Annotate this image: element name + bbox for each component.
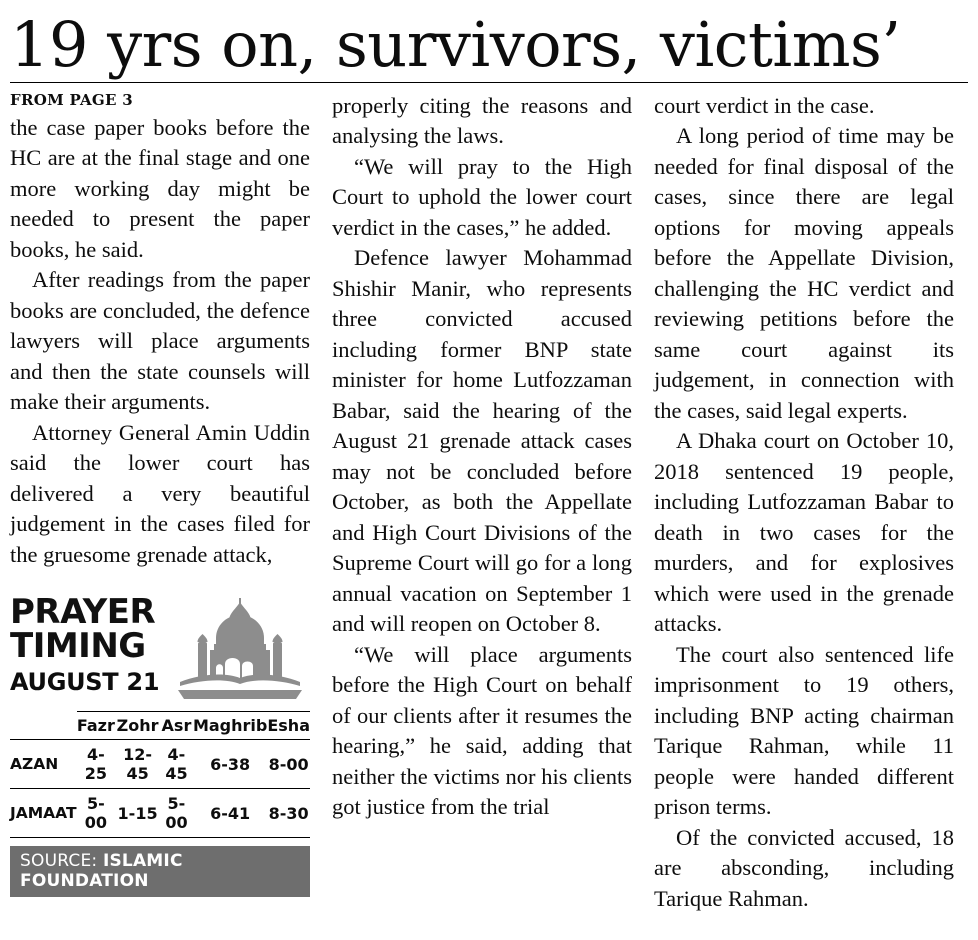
paragraph: After readings from the paper books are concluded, the defence lawyers will place arguments and then the state counsels will make their arguments.	[10, 267, 310, 415]
jamaat-esha: 8-30	[267, 789, 310, 838]
azan-fazr: 4-25	[77, 740, 116, 789]
paragraph: Defence lawyer Mohammad Shishir Manir, who represents three convicted accused including former BNP state minister for home Lutfozzaman Babar, said the hearing of the August 21 grenade attack cases may not be concluded before October, as both the Appellate and High Court Divisions of the Supreme Court will go for a long annual vacation on September 1 and will reopen on October 8.	[332, 245, 632, 637]
azan-maghrib: 6-38	[193, 740, 267, 789]
article-columns	[10, 91, 968, 914]
column-header-zohr: Zohr	[115, 712, 160, 740]
page-title: 19 yrs on, survivors, victims’	[10, 8, 901, 81]
column-header-esha: Esha	[267, 712, 310, 740]
mosque-icon	[170, 598, 310, 703]
source-bar	[10, 846, 310, 897]
paragraph: Of the convicted accused, 18 are absconding, including Tarique Rahman.	[654, 824, 954, 911]
prayer-title-block	[10, 592, 160, 697]
jamaat-maghrib: 6-41	[193, 789, 267, 838]
column-header-blank	[10, 712, 77, 740]
azan-asr: 4-45	[160, 740, 193, 789]
azan-esha: 8-00	[267, 740, 310, 789]
prayer-table-head	[10, 712, 310, 740]
prayer-title-line-1: PRAYER	[10, 592, 156, 633]
paragraph: “We will place arguments before the High Court on behalf of our clients after it resumes the hearing,” he said, adding that neither the victims nor his clients got justice from the trial	[332, 641, 632, 820]
column-header-fazr: Fazr	[77, 712, 116, 740]
newspaper-page	[0, 8, 978, 940]
prayer-table-body	[10, 740, 310, 838]
paragraph: Attorney General Amin Uddin said the lower court has delivered a very beautiful judgement in the cases filed for the gruesome grenade attack,	[10, 419, 310, 567]
paragraph: properly citing the reasons and analysing the laws.	[332, 93, 632, 149]
column-three	[654, 91, 954, 914]
source-value: ISLAMIC FOUNDATION	[20, 851, 183, 892]
headline-divider	[10, 82, 968, 83]
from-page-label: FROM PAGE 3	[10, 91, 134, 109]
row-label-azan: AZAN	[10, 740, 77, 789]
prayer-timing-box	[10, 592, 310, 897]
column-one	[10, 91, 310, 897]
table-row	[10, 740, 310, 789]
prayer-times-table	[10, 711, 310, 838]
paragraph: A Dhaka court on October 10, 2018 sentenced 19 people, including Lutfozzaman Babar to death in two cases for the murders, and for explosives which were used in the grenade attacks.	[654, 428, 954, 637]
paragraph: the case paper books before the HC are at the final stage and one more working day might be needed to present the paper books, he said.	[10, 115, 310, 262]
source-label: SOURCE:	[20, 851, 98, 872]
paragraph: The court also sentenced life imprisonment to 19 others, including BNP acting chairman Tarique Rahman, while 11 people were handed different prison terms.	[654, 641, 954, 820]
column-header-asr: Asr	[160, 712, 193, 740]
prayer-header	[10, 592, 310, 703]
jamaat-asr: 5-00	[160, 789, 193, 838]
prayer-date: AUGUST 21	[10, 667, 160, 696]
paragraph: A long period of time may be needed for final disposal of the cases, since there are legal options for moving appeals before the Appellate Division, challenging the HC verdict and reviewing petitions before the same court against its judgement, in connection with the cases, said legal experts.	[654, 123, 954, 423]
column-two	[332, 91, 632, 823]
column-header-maghrib: Maghrib	[193, 712, 267, 740]
table-header-row	[10, 712, 310, 740]
row-label-jamaat: JAMAAT	[10, 789, 77, 838]
jamaat-zohr: 1-15	[115, 789, 160, 838]
paragraph: court verdict in the case.	[654, 93, 875, 118]
table-row	[10, 789, 310, 838]
jamaat-fazr: 5-00	[77, 789, 116, 838]
prayer-title-line-2: TIMING	[10, 625, 146, 666]
paragraph: “We will pray to the High Court to uphold the lower court verdict in the cases,” he added.	[332, 153, 632, 240]
azan-zohr: 12-45	[115, 740, 160, 789]
